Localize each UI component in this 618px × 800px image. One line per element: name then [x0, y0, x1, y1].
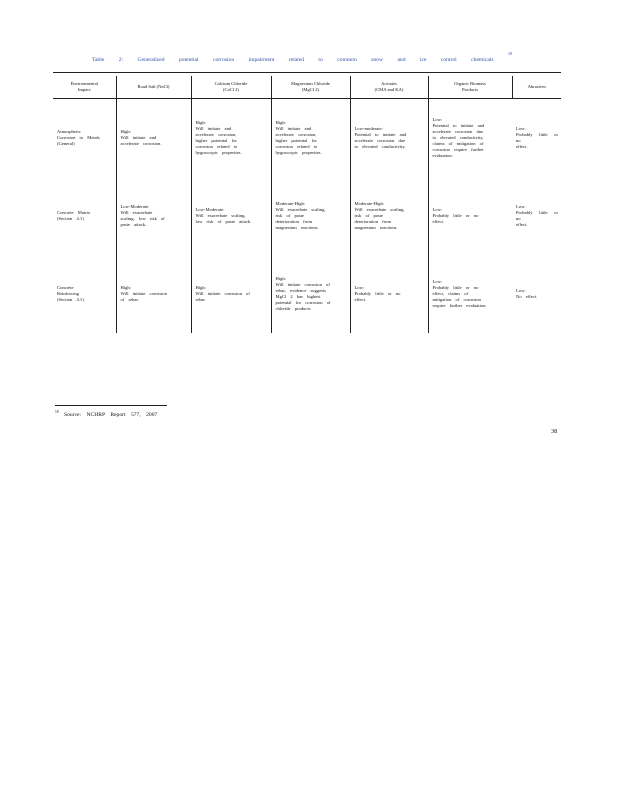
header-row	[53, 76, 561, 99]
caption-word: potential	[179, 57, 199, 63]
table-cell: Low: Probably little or no effect.	[350, 255, 428, 333]
caption-word: impairment	[248, 57, 275, 63]
table-cell: High: Will initiate corrosion of rebar.	[116, 255, 191, 333]
caption-word: common	[337, 57, 357, 63]
table-cell: Low-moderate: Potential to initiate and accelerate corrosion due to elevated conductivity.	[350, 99, 428, 178]
header-cell: Abrasives	[512, 76, 561, 99]
footnote	[55, 410, 157, 418]
caption-word: snow	[371, 57, 384, 63]
table-row	[53, 177, 561, 255]
header-cell: Magnesium Chloride (MgCl 2)	[271, 76, 350, 99]
header-cell: Calcium Chloride (CaCl 2)	[191, 76, 271, 99]
header-cell: Road Salt (NaCl)	[116, 76, 191, 99]
footnote-text: Source: NCHRP Report 577, 2007	[64, 411, 158, 418]
table-cell: High: Will initiate corrosion of rebar, evidence suggests MgCl 2 has highest potential for corrosion of chloride products	[271, 255, 350, 333]
table-cell: Low-Moderate: Will exacerbate scaling, low risk of paste attack.	[116, 177, 191, 255]
table-cell: Moderate-High: Will exacerbate scaling, risk of paste deterioration from magnesium reactions.	[350, 177, 428, 255]
table-row	[53, 255, 561, 333]
header-cell: Organic Biomass Products	[428, 76, 512, 99]
caption-word: related	[288, 57, 304, 63]
table-cell: Concrete Matrix (Section 4.1)	[57, 209, 91, 221]
caption-footnote-ref: 18	[507, 51, 512, 56]
footnote-rule	[55, 405, 167, 406]
caption-word: chemicals	[471, 57, 494, 63]
table-cell: Low: No effect.	[516, 287, 538, 299]
table-cell: Atmospheric Corrosion to Metals (General)	[57, 128, 100, 147]
table-row	[53, 99, 561, 178]
table-cell: Moderate-High: Will exacerbate scaling, risk of paste deterioration from magnesium reactions.	[271, 177, 350, 255]
table-caption	[92, 51, 512, 63]
table-cell: High: Will initiate corrosion of rebar.	[191, 255, 271, 333]
corrosion-table	[53, 76, 561, 333]
table-cell: Low: Potential to initiate and accelerate corrosion due to elevated conductivity, claims of mitigation of corrosion require further evaluation.	[428, 99, 512, 178]
table-cell: High: Will initiate and accelerate corrosion.	[116, 99, 191, 178]
page-number: 38	[551, 428, 558, 435]
caption-word: Table	[92, 57, 105, 63]
table-top-rule	[53, 72, 561, 73]
caption-word: to	[318, 57, 323, 63]
caption-word: ice	[419, 57, 427, 63]
caption-word: 2:	[118, 57, 124, 63]
footnote-marker: 18	[55, 410, 59, 414]
header-cell: Acetates (CMA and KA)	[350, 76, 428, 99]
caption-word: control	[440, 57, 457, 63]
table-cell: Low-Moderate: Will exacerbate scaling, low risk of paste attack.	[191, 177, 271, 255]
table-cell: High: Will initiate and accelerate corrosion, higher potential for corrosion related to hygroscopic properties.	[191, 99, 271, 178]
table-cell: Low: Probably little or no effect.	[516, 125, 558, 150]
table-cell: Concrete Reinforcing (Section 4.1)	[57, 284, 84, 303]
table-cell: Low: Probably little or no effect.	[516, 203, 558, 228]
caption-word: corrosion	[213, 57, 235, 63]
caption-word: Generalized	[137, 57, 165, 63]
table-cell: Low: Probably little or no effect.	[428, 177, 512, 255]
table-cell: Low: Probably little or no effect, claims of mitigation of corrosion require further evaluation.	[428, 255, 512, 333]
table-cell: High: Will initiate and accelerate corrosion, higher potential for corrosion related to hygroscopic properties.	[271, 99, 350, 178]
caption-word: and	[397, 57, 406, 63]
header-cell: Environmental Impact	[53, 76, 116, 99]
